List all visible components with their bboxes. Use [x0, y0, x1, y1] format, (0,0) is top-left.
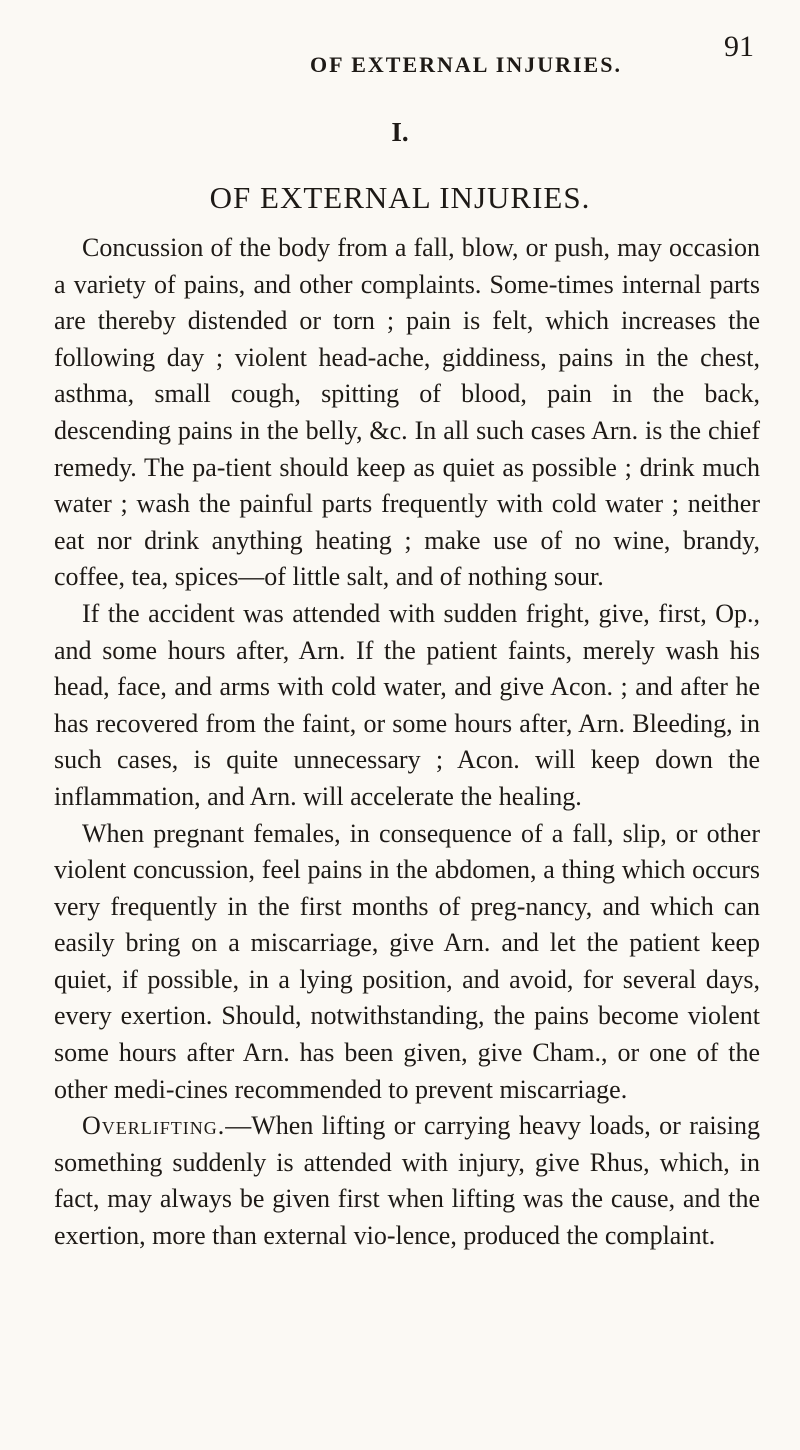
running-head: OF EXTERNAL INJURIES.	[310, 52, 622, 77]
paragraph-fright: If the accident was attended with sudden fright, give, first, Op., and some hours after, Arn. If the patient faints, merely wash his head, face, and arms with cold water, and give Acon. ; and after he has recovered from the faint, or some hours after, Arn. Bleeding, in such cases, is quite unnecessary ; Acon. will keep down the inflammation, and Arn. will accelerate the healing.	[54, 598, 760, 811]
page-number: 91	[724, 30, 754, 63]
paragraph-overlifting	[54, 1108, 760, 1254]
paragraph-concussion: Concussion of the body from a fall, blow, or push, may occasion a variety of pains, and other complaints. Some-times internal parts are thereby distended or torn ; pain is felt, which increases the following day ; violent head-ache, giddiness, pains in the chest, asthma, small cough, spitting of blood, pain in the back, descending pains in the belly, &c. In all such cases Arn. is the chief remedy. The pa-tient should keep as quiet as possible ; drink much water ; wash the painful parts frequently with cold water ; neither eat nor drink anything heating ; make use of no wine, brandy, coffee, tea, spices—of little salt, and of nothing sour.	[54, 233, 760, 592]
overlifting-heading: Overlifting.	[82, 1111, 226, 1141]
chapter-title: OF EXTERNAL INJURIES.	[209, 180, 591, 215]
section-number: I.	[391, 117, 409, 147]
overlifting-text: —When lifting or carrying heavy loads, or raising something suddenly is attended with injury, give Rhus, which, in fact, may always be given first when lifting was the cause, and the exertion, more than external vio-lence, produced the complaint.	[54, 1111, 760, 1251]
paragraph-pregnancy: When pregnant females, in consequence of a fall, slip, or other violent concussion, feel pains in the abdomen, a thing which occurs very frequently in the first months of preg-nancy, and which can easily bring on a miscarriage, give Arn. and let the patient keep quiet, if possible, in a lying position, and avoid, for several days, every exertion. Should, notwithstanding, the pains become violent some hours after Arn. has been given, give Cham., or one of the other medi-cines recommended to prevent miscarriage.	[54, 818, 760, 1104]
body-text	[54, 230, 760, 1255]
